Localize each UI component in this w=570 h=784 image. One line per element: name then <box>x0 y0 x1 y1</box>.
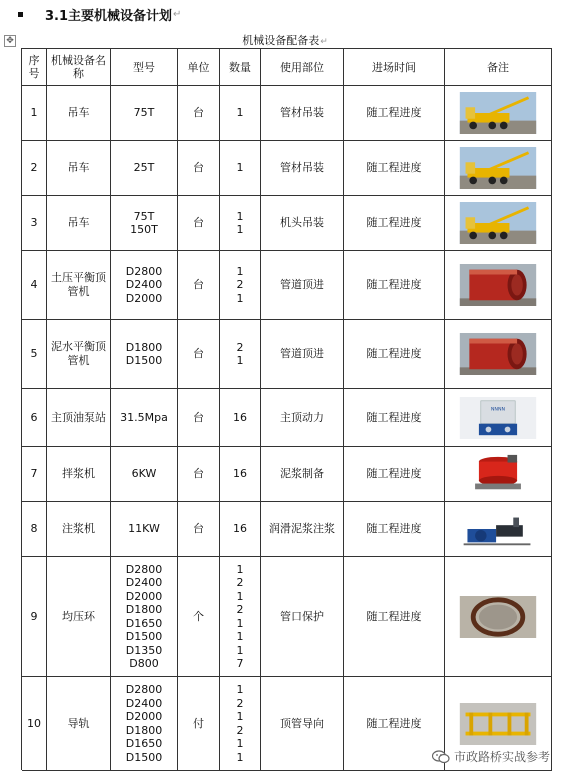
header-no-label: 序号 <box>28 54 40 80</box>
usage-cell: 管道顶进 <box>261 320 344 389</box>
quantity-value: 2 <box>236 603 244 616</box>
model-value: D2800 <box>125 264 163 278</box>
quantity-value: 1 <box>236 643 244 657</box>
unit-cell: 台 <box>178 251 220 320</box>
model-cell <box>111 557 178 677</box>
model-value: D1500 <box>125 630 163 643</box>
equipment-name-cell: 吊车 <box>47 86 111 141</box>
entry-time-cell: 随工程进度 <box>344 86 445 141</box>
remark-cell <box>445 86 552 141</box>
header-equipment-name-label: 机械设备名 称 <box>51 54 106 80</box>
pressure-ring-photo <box>459 596 537 638</box>
quantity-value: 7 <box>236 657 244 670</box>
watermark-text: 市政路桥实战参考 <box>453 750 550 764</box>
quantity-value: 1 <box>236 106 244 120</box>
equipment-name-cell: 注浆机 <box>47 502 111 557</box>
model-value: D1800 <box>125 603 163 616</box>
row-number-cell: 10 <box>22 677 47 771</box>
svg-text:NNNN: NNNN <box>490 406 506 412</box>
entry-time-cell: 随工程进度 <box>344 447 445 502</box>
quantity-value: 16 <box>233 467 247 481</box>
usage-cell: 机头吊装 <box>261 196 344 251</box>
model-value: D1500 <box>125 750 163 764</box>
quantity-value: 2 <box>236 723 244 737</box>
quantity-value: 1 <box>236 710 244 723</box>
slurry-mixer-photo <box>459 453 537 495</box>
header-remark <box>445 49 552 86</box>
model-value: D1650 <box>125 616 163 630</box>
quantity-value: 1 <box>236 683 244 696</box>
quantity-value: 1 <box>236 589 244 603</box>
row-number-cell: 7 <box>22 447 47 502</box>
hydraulic-pump-station-photo <box>459 397 537 439</box>
header-quantity-label: 数量 <box>229 60 251 74</box>
model-value: D2800 <box>125 683 163 696</box>
header-usage-label: 使用部位 <box>280 60 324 74</box>
row-number-cell: 8 <box>22 502 47 557</box>
equipment-table <box>21 48 552 770</box>
table-move-handle-icon[interactable]: ✥ <box>4 35 16 47</box>
model-value: D800 <box>129 657 159 670</box>
header-unit <box>178 49 220 86</box>
usage-cell: 顶管导向 <box>261 677 344 771</box>
entry-time-cell: 随工程进度 <box>344 677 445 771</box>
model-value: D2400 <box>125 696 163 710</box>
quantity-value: 1 <box>236 354 244 367</box>
model-value: 11KW <box>128 522 160 536</box>
row-number-cell: 2 <box>22 141 47 196</box>
model-value: D2400 <box>125 576 163 589</box>
quantity-cell <box>220 86 261 141</box>
quantity-value: 1 <box>236 562 244 576</box>
unit-cell: 台 <box>178 141 220 196</box>
quantity-cell <box>220 196 261 251</box>
quantity-cell <box>220 320 261 389</box>
crane-truck-photo <box>459 92 537 134</box>
row-number-cell: 9 <box>22 557 47 677</box>
model-value: 75T <box>133 209 155 223</box>
entry-time-cell: 随工程进度 <box>344 557 445 677</box>
model-value: D1350 <box>125 643 163 657</box>
header-no <box>22 49 47 86</box>
usage-cell: 管材吊装 <box>261 86 344 141</box>
entry-time-cell: 随工程进度 <box>344 320 445 389</box>
equipment-name-cell: 泥水平衡顶管机 <box>47 320 111 389</box>
unit-cell: 台 <box>178 502 220 557</box>
header-entry-time <box>344 49 445 86</box>
model-value: 150T <box>130 223 158 236</box>
header-equipment-name <box>47 49 111 86</box>
crane-truck-photo <box>459 202 537 244</box>
quantity-value: 2 <box>236 340 244 354</box>
quantity-cell <box>220 251 261 320</box>
unit-cell: 个 <box>178 557 220 677</box>
quantity-cell <box>220 141 261 196</box>
model-cell <box>111 389 178 447</box>
watermark <box>432 748 550 765</box>
remark-cell <box>445 141 552 196</box>
remark-cell <box>445 251 552 320</box>
model-cell <box>111 502 178 557</box>
bullet-marker <box>18 12 23 17</box>
equipment-name-cell: 均压环 <box>47 557 111 677</box>
table-caption <box>0 32 570 48</box>
unit-cell: 台 <box>178 389 220 447</box>
wechat-icon <box>432 750 450 764</box>
row-number-cell: 4 <box>22 251 47 320</box>
row-number-cell: 1 <box>22 86 47 141</box>
quantity-value: 1 <box>236 264 244 278</box>
header-model-label: 型号 <box>133 60 155 74</box>
model-value: 25T <box>133 161 155 175</box>
header-quantity <box>220 49 261 86</box>
entry-time-cell: 随工程进度 <box>344 502 445 557</box>
equipment-name-cell: 吊车 <box>47 196 111 251</box>
row-number-cell: 5 <box>22 320 47 389</box>
paragraph-mark: ↵ <box>173 8 182 20</box>
paragraph-mark: ↵ <box>320 37 328 47</box>
header-entry-time-label: 进场时间 <box>372 60 416 74</box>
remark-cell <box>445 557 552 677</box>
quantity-value: 16 <box>233 410 247 424</box>
unit-cell: 付 <box>178 677 220 771</box>
model-cell <box>111 251 178 320</box>
header-unit-label: 单位 <box>187 60 210 74</box>
equipment-name-cell: 导轨 <box>47 677 111 771</box>
quantity-value: 16 <box>233 522 247 536</box>
quantity-value: 1 <box>236 630 244 643</box>
quantity-value: 2 <box>236 576 244 589</box>
model-value: D2000 <box>125 589 163 603</box>
row-number-cell: 3 <box>22 196 47 251</box>
quantity-value: 1 <box>236 616 244 630</box>
model-value: D2000 <box>125 291 163 305</box>
usage-cell: 润滑泥浆注浆 <box>261 502 344 557</box>
model-value: 75T <box>133 106 155 120</box>
header-usage <box>261 49 344 86</box>
model-value: D1500 <box>125 354 163 367</box>
section-title: 3.1主要机械设备计划 <box>45 8 173 24</box>
model-cell <box>111 141 178 196</box>
model-value: D1800 <box>125 723 163 737</box>
quantity-value: 1 <box>236 291 244 305</box>
tunnel-boring-machine-photo <box>459 333 537 375</box>
model-cell <box>111 196 178 251</box>
model-value: D1800 <box>125 340 163 354</box>
model-value: 31.5Mpa <box>120 410 168 424</box>
quantity-cell <box>220 389 261 447</box>
quantity-value: 1 <box>236 737 244 750</box>
table-caption-text: 机械设备配备表 <box>242 34 320 47</box>
unit-cell: 台 <box>178 86 220 141</box>
remark-cell <box>445 502 552 557</box>
section-heading <box>18 4 181 24</box>
entry-time-cell: 随工程进度 <box>344 141 445 196</box>
quantity-value: 1 <box>236 209 244 223</box>
model-cell <box>111 320 178 389</box>
quantity-value: 2 <box>236 278 244 292</box>
remark-cell <box>445 196 552 251</box>
model-cell <box>111 677 178 771</box>
equipment-name-cell: 土压平衡顶管机 <box>47 251 111 320</box>
equipment-name-cell: 拌浆机 <box>47 447 111 502</box>
remark-cell <box>445 320 552 389</box>
entry-time-cell: 随工程进度 <box>344 389 445 447</box>
equipment-name-cell: 吊车 <box>47 141 111 196</box>
quantity-cell <box>220 677 261 771</box>
unit-cell: 台 <box>178 196 220 251</box>
usage-cell: 管口保护 <box>261 557 344 677</box>
entry-time-cell: 随工程进度 <box>344 196 445 251</box>
quantity-cell <box>220 557 261 677</box>
row-number-cell: 6 <box>22 389 47 447</box>
grouting-pump-photo <box>459 508 537 550</box>
unit-cell: 台 <box>178 447 220 502</box>
model-value: D2400 <box>125 278 163 292</box>
unit-cell: 台 <box>178 320 220 389</box>
quantity-cell <box>220 502 261 557</box>
model-value: D2800 <box>125 562 163 576</box>
remark-cell <box>445 447 552 502</box>
quantity-value: 1 <box>236 750 244 764</box>
model-cell <box>111 447 178 502</box>
quantity-value: 1 <box>236 161 244 175</box>
quantity-value: 1 <box>236 223 244 236</box>
tunnel-boring-machine-photo <box>459 264 537 306</box>
model-value: D1650 <box>125 737 163 750</box>
usage-cell: 管道顶进 <box>261 251 344 320</box>
quantity-cell <box>220 447 261 502</box>
usage-cell: 泥浆制备 <box>261 447 344 502</box>
header-remark-label: 备注 <box>487 60 509 74</box>
model-value: 6KW <box>131 467 157 481</box>
model-cell <box>111 86 178 141</box>
model-value: D2000 <box>125 710 163 723</box>
entry-time-cell: 随工程进度 <box>344 251 445 320</box>
equipment-name-cell: 主顶油泵站 <box>47 389 111 447</box>
remark-cell <box>445 389 552 447</box>
header-model <box>111 49 178 86</box>
usage-cell: 主顶动力 <box>261 389 344 447</box>
usage-cell: 管材吊装 <box>261 141 344 196</box>
crane-truck-photo <box>459 147 537 189</box>
quantity-value: 2 <box>236 696 244 710</box>
guide-rail-photo <box>459 703 537 745</box>
